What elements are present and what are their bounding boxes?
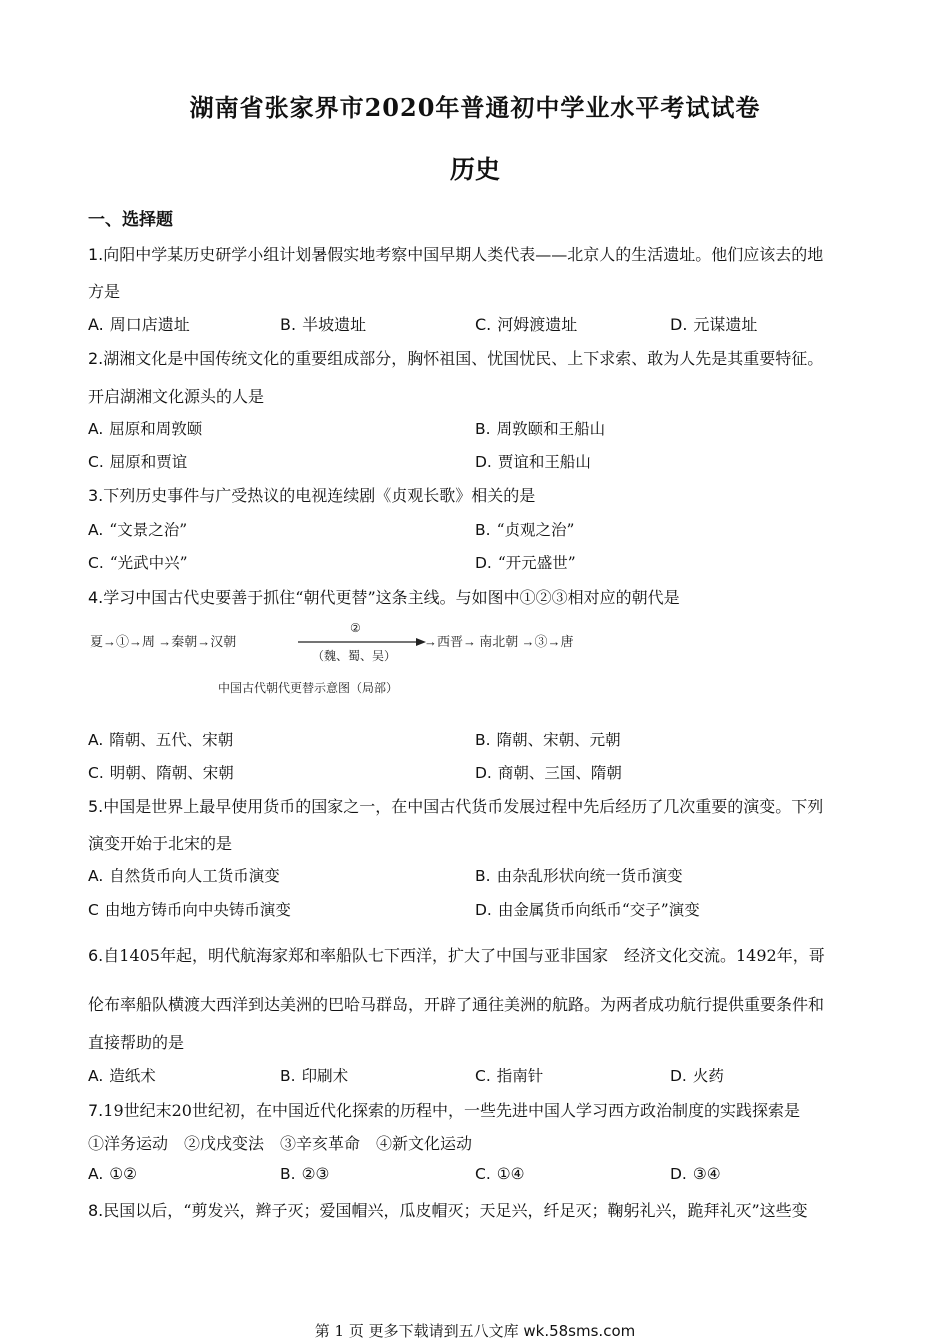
option-a: A. 自然货币向人工货币演变 [88,867,280,885]
option-d: D. 由金属货币向纸币“交子”演变 [475,901,700,919]
option-d: D. 元谋遗址 [670,315,758,334]
option-b: B. 由杂乱形状向统一货币演变 [475,867,683,885]
diagram-mark-2: ② [350,621,361,635]
option-b: B. “贞观之治” [475,521,575,539]
option-d: D. “开元盛世” [475,554,576,572]
question-1 [88,242,823,265]
option-b: B. 印刷术 [280,1067,349,1085]
option-c: C. 指南针 [475,1067,544,1085]
option-b: B. 周敦颐和王船山 [475,420,606,438]
question-number: 1. [88,245,104,264]
exam-title: 湖南省张家界市2020年普通初中学业水平考试试卷 [189,93,761,122]
option-c: C. 明朝、隋朝、宋朝 [88,764,234,782]
question-text: 民国以后，“剪发兴，辫子灭；爱国帽兴，瓜皮帽灭；天足兴，纤足灭；鞠躬礼兴，跪拜礼灭”这些变 [103,1201,808,1220]
footer-site-link[interactable]: wk.58sms.com [523,1322,636,1340]
question-text: 19世纪末20世纪初，在中国近代化探索的历程中，一些先进中国人学习西方政治制度的实践探索是 [103,1101,800,1120]
question-4 [88,585,680,608]
question-number: 5. [88,797,104,816]
option-a: A. 造纸术 [88,1067,156,1085]
page-footer [0,1320,950,1341]
diagram-chain-right: →西晋→ 南北朝 →③→唐 [424,634,574,649]
question-5-line2: 演变开始于北宋的是 [88,834,233,853]
option-b: B. 隋朝、宋朝、元朝 [475,731,621,749]
question-number: 8. [88,1201,104,1220]
subject-title: 历史 [449,155,500,184]
question-number: 6. [88,946,104,965]
option-c: C. “光武中兴” [88,554,188,572]
question-text: 中国是世界上最早使用货币的国家之一，在中国古代货币发展过程中先后经历了几次重要的演变。下列 [103,797,824,816]
question-number: 7. [88,1101,104,1120]
option-c: C 由地方铸币向中央铸币演变 [88,901,291,919]
question-5 [88,794,823,817]
question-8 [88,1198,808,1221]
question-7 [88,1098,800,1121]
question-text: 学习中国古代史要善于抓住“朝代更替”这条主线。与如图中①②③相对应的朝代是 [103,588,680,607]
question-text: 湖湘文化是中国传统文化的重要组成部分，胸怀祖国、忧国忧民、上下求索、敢为人先是其重要特征。 [103,349,824,368]
question-number: 2. [88,349,104,368]
question-6-line2: 伦布率船队横渡大西洋到达美洲的巴哈马群岛，开辟了通往美洲的航路。为两者成功航行提供重要条件和 [88,995,825,1014]
option-a: A. 周口店遗址 [88,315,190,334]
question-text: 向阳中学某历史研学小组计划暑假实地考察中国早期人类代表——北京人的生活遗址。他们应该去的地 [103,245,824,264]
dynasty-diagram [88,620,668,700]
question-2-line2: 开启湖湘文化源头的人是 [88,387,265,406]
option-a: A. ①② [88,1165,138,1183]
question-number: 4. [88,588,104,607]
option-c: C. 河姆渡遗址 [475,315,578,334]
question-6-line3: 直接帮助的是 [88,1033,185,1052]
footer-text: 第 1 页 更多下载请到五八文库 [314,1322,524,1340]
question-7-line2: ①洋务运动 ②戊戌变法 ③辛亥革命 ④新文化运动 [88,1134,473,1153]
option-c: C. ①④ [475,1165,525,1183]
option-d: D. 火药 [670,1067,724,1085]
question-3 [88,483,535,506]
option-b: B. ②③ [280,1165,330,1183]
option-b: B. 半坡遗址 [280,315,367,334]
diagram-sub-label: （魏、蜀、吴） [312,649,397,663]
question-2 [88,346,823,369]
option-d: D. 贾谊和王船山 [475,453,591,471]
question-text: 下列历史事件与广受热议的电视连续剧《贞观长歌》相关的是 [103,486,536,505]
option-a: A. “文景之治” [88,521,188,539]
option-d: D. 商朝、三国、隋朝 [475,764,622,782]
option-d: D. ③④ [670,1165,721,1183]
question-number: 3. [88,486,104,505]
diagram-chain-left: 夏→①→周 →秦朝→汉朝 [90,634,237,649]
question-text: 自1405年起，明代航海家郑和率船队七下西洋，扩大了中国与亚非国家 经济文化交流。1492年，哥 [103,946,825,965]
option-c: C. 屈原和贾谊 [88,453,188,471]
question-6 [88,943,825,966]
option-a: A. 屈原和周敦颐 [88,420,203,438]
question-1-line2: 方是 [88,282,121,301]
diagram-caption: 中国古代朝代更替示意图（局部） [218,681,399,695]
section-heading: 一、选择题 [88,210,173,230]
option-a: A. 隋朝、五代、宋朝 [88,731,234,749]
